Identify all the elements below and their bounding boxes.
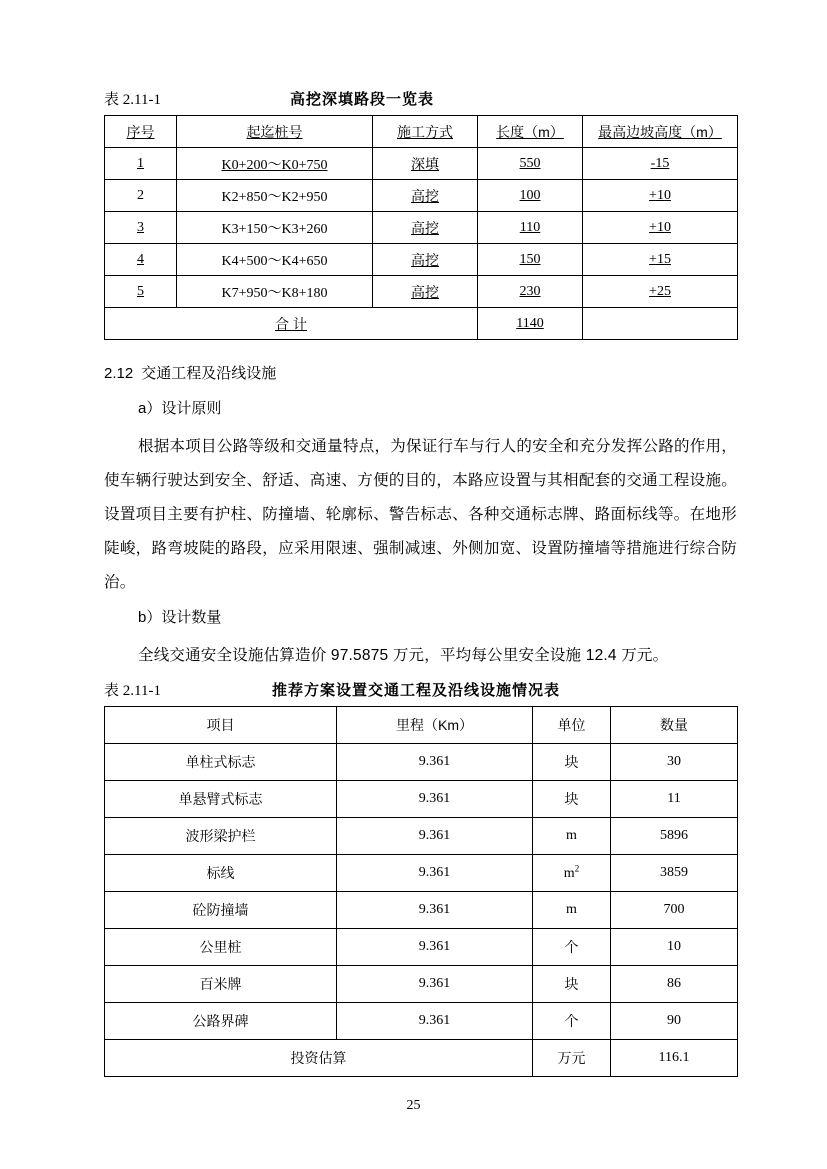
table2-cell: 百米牌 [105,966,337,1003]
table2-cell: 10 [611,929,738,966]
table-row [105,180,738,212]
table2-cell: 5896 [611,818,738,855]
table2-cell: 9.361 [337,855,533,892]
paragraph-design-quantity: 全线交通安全设施估算造价 97.5875 万元，平均每公里安全设施 12.4 万元。 [138,647,669,664]
table1-caption [104,88,737,109]
table1-cell: K0+200～K0+750 [177,148,373,180]
table1-cell: +25 [583,276,738,308]
table1-header-cell: 最高边坡高度（m） [583,116,738,148]
table2-header-cell: 里程（Km） [337,707,533,744]
table-total-row [105,308,738,340]
table1-total-value: 1140 [478,308,583,340]
table-row [105,818,738,855]
table2-caption-title: 推荐方案设置交通工程及沿线设施情况表 [272,682,561,699]
table1-cell: 3 [105,212,177,244]
table2-header-cell: 数量 [611,707,738,744]
table1-cell: 5 [105,276,177,308]
table2-cell: 9.361 [337,744,533,781]
table1-cell: 550 [478,148,583,180]
table1-cell: 1 [105,148,177,180]
section-number: 2.12 [104,365,134,382]
table2-cell: 标线 [105,855,337,892]
table-row [105,276,738,308]
table-high-cut-deep-fill [104,115,738,340]
table2-cell: 9.361 [337,966,533,1003]
table2-cell: 块 [533,781,611,818]
table-row [105,744,738,781]
table1-header-cell: 长度（m） [478,116,583,148]
table1-cell: 深填 [373,148,478,180]
table2-cell: 波形梁护栏 [105,818,337,855]
table-row [105,148,738,180]
table2-cell: 单悬臂式标志 [105,781,337,818]
table1-cell: 高挖 [373,212,478,244]
page-number: 25 [406,1098,421,1113]
table-header-row [105,116,738,148]
table1-cell: -15 [583,148,738,180]
table1-cell: K7+950～K8+180 [177,276,373,308]
table2-cell: 个 [533,1003,611,1040]
table2-cell: 块 [533,744,611,781]
table1-cell: +15 [583,244,738,276]
table-row [105,966,738,1003]
table-header-row [105,707,738,744]
table1-cell: 230 [478,276,583,308]
table2-cell: 9.361 [337,929,533,966]
table2-cell: 单柱式标志 [105,744,337,781]
table2-total-unit: 万元 [533,1040,611,1077]
table2-cell: 700 [611,892,738,929]
table-row [105,212,738,244]
table-row [105,929,738,966]
table2-cell: 公里桩 [105,929,337,966]
table-row [105,855,738,892]
table2-cell: 90 [611,1003,738,1040]
table1-cell: K3+150～K3+260 [177,212,373,244]
table1-header-cell: 起迄桩号 [177,116,373,148]
table2-cell: 公路界碑 [105,1003,337,1040]
subsection-b-heading: b）设计数量 [138,609,222,626]
table2-total-value: 116.1 [611,1040,738,1077]
table2-header-cell: 项目 [105,707,337,744]
table2-cell: $m^2$ [533,855,611,892]
table1-cell: 4 [105,244,177,276]
table2-total-label: 投资估算 [105,1040,533,1077]
table1-cell: 150 [478,244,583,276]
table1-cell: K2+850～K2+950 [177,180,373,212]
table1-cell: 110 [478,212,583,244]
table2-cell: m [533,818,611,855]
table1-cell: 高挖 [373,276,478,308]
table2-caption [104,679,737,700]
table-total-row [105,1040,738,1077]
table2-cell: 9.361 [337,818,533,855]
table2-cell: 30 [611,744,738,781]
table1-caption-title: 高挖深填路段一览表 [290,91,435,108]
table2-cell: 3859 [611,855,738,892]
table2-cell: 9.361 [337,892,533,929]
table-row [105,244,738,276]
table1-cell: 2 [105,180,177,212]
table1-total-label: 合 计 [105,308,478,340]
table2-cell: m [533,892,611,929]
table2-cell: 86 [611,966,738,1003]
table2-header-cell: 单位 [533,707,611,744]
section-heading [104,362,737,383]
table1-cell: +10 [583,180,738,212]
table-traffic-facilities [104,706,738,1077]
subsection-a-heading: a）设计原则 [138,400,222,417]
table1-cell: +10 [583,212,738,244]
table2-cell: 9.361 [337,781,533,818]
table-row [105,892,738,929]
table1-cell: K4+500～K4+650 [177,244,373,276]
table2-cell: 11 [611,781,738,818]
table-row [105,1003,738,1040]
table2-cell: 9.361 [337,1003,533,1040]
table2-cell: 砼防撞墙 [105,892,337,929]
paragraph-design-principle: 根据本项目公路等级和交通量特点，为保证行车与行人的安全和充分发挥公路的作用，使车辆行驶达到安全、舒适、高速、方便的目的，本路应设置与其相配套的交通工程设施。设置项目主要有护柱、防撞墙、轮廓标、警告标志、各种交通标志牌、路面标线等。在地形陡峻，路弯坡陡的路段，应采用限速、强制减速、外侧加宽、设置防撞墙等措施进行综合防治。 [104,438,737,591]
table1-header-cell: 施工方式 [373,116,478,148]
table2-cell: 块 [533,966,611,1003]
table1-caption-label: 表 2.11-1 [104,92,161,108]
table-row [105,781,738,818]
section-title: 交通工程及沿线设施 [141,365,277,382]
table1-header-cell: 序号 [105,116,177,148]
table1-cell: 100 [478,180,583,212]
table1-cell: 高挖 [373,244,478,276]
table2-cell: 个 [533,929,611,966]
table1-cell: 高挖 [373,180,478,212]
table1-total-blank [583,308,738,340]
table2-caption-label: 表 2.11-1 [104,683,161,699]
page-content [104,88,737,1077]
